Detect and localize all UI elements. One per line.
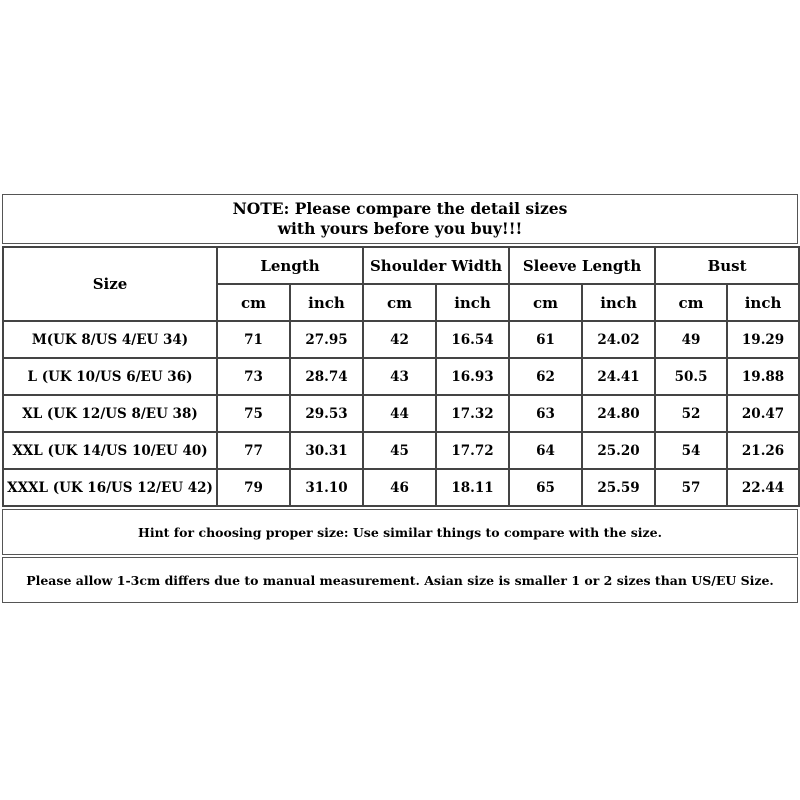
note-banner (2, 194, 798, 244)
value-cell: 73 (217, 358, 290, 395)
value-cell: 25.59 (582, 469, 655, 506)
note-line-2: with yours before you buy!!! (277, 219, 523, 238)
value-cell: 57 (655, 469, 727, 506)
unit-header: cm (509, 284, 582, 321)
unit-header: cm (655, 284, 727, 321)
value-cell: 16.93 (436, 358, 509, 395)
table-header-row (3, 247, 799, 284)
value-cell: 52 (655, 395, 727, 432)
value-cell: 24.02 (582, 321, 655, 358)
size-cell: XXXL (UK 16/US 12/EU 42) (3, 469, 217, 506)
size-cell: M(UK 8/US 4/EU 34) (3, 321, 217, 358)
value-cell: 29.53 (290, 395, 363, 432)
table-row (3, 432, 799, 469)
value-cell: 64 (509, 432, 582, 469)
value-cell: 79 (217, 469, 290, 506)
value-cell: 31.10 (290, 469, 363, 506)
table-row (3, 395, 799, 432)
group-header-shoulder-width: Shoulder Width (363, 247, 509, 284)
value-cell: 63 (509, 395, 582, 432)
value-cell: 17.72 (436, 432, 509, 469)
size-cell: XL (UK 12/US 8/EU 38) (3, 395, 217, 432)
size-cell: L (UK 10/US 6/EU 36) (3, 358, 217, 395)
group-header-length: Length (217, 247, 363, 284)
value-cell: 44 (363, 395, 436, 432)
value-cell: 22.44 (727, 469, 799, 506)
note-line-1: NOTE: Please compare the detail sizes (232, 199, 568, 218)
value-cell: 30.31 (290, 432, 363, 469)
value-cell: 62 (509, 358, 582, 395)
value-cell: 19.88 (727, 358, 799, 395)
value-cell: 77 (217, 432, 290, 469)
value-cell: 19.29 (727, 321, 799, 358)
table-row (3, 321, 799, 358)
group-header-bust: Bust (655, 247, 799, 284)
value-cell: 17.32 (436, 395, 509, 432)
value-cell: 75 (217, 395, 290, 432)
unit-header: inch (727, 284, 799, 321)
value-cell: 61 (509, 321, 582, 358)
value-cell: 24.80 (582, 395, 655, 432)
value-cell: 71 (217, 321, 290, 358)
group-header-sleeve-length: Sleeve Length (509, 247, 655, 284)
hint-banner: Hint for choosing proper size: Use similar things to compare with the size. (2, 509, 798, 555)
value-cell: 27.95 (290, 321, 363, 358)
value-cell: 18.11 (436, 469, 509, 506)
table-row (3, 358, 799, 395)
value-cell: 28.74 (290, 358, 363, 395)
value-cell: 21.26 (727, 432, 799, 469)
value-cell: 25.20 (582, 432, 655, 469)
value-cell: 49 (655, 321, 727, 358)
table-row (3, 469, 799, 506)
size-header: Size (3, 247, 217, 321)
size-cell: XXL (UK 14/US 10/EU 40) (3, 432, 217, 469)
value-cell: 43 (363, 358, 436, 395)
unit-header: inch (290, 284, 363, 321)
unit-header: cm (363, 284, 436, 321)
value-cell: 42 (363, 321, 436, 358)
measurement-note-banner: Please allow 1-3cm differs due to manual measurement. Asian size is smaller 1 or 2 sizes than US/EU Size. (2, 557, 798, 603)
value-cell: 54 (655, 432, 727, 469)
value-cell: 20.47 (727, 395, 799, 432)
unit-header: cm (217, 284, 290, 321)
value-cell: 46 (363, 469, 436, 506)
unit-header: inch (436, 284, 509, 321)
value-cell: 16.54 (436, 321, 509, 358)
value-cell: 50.5 (655, 358, 727, 395)
value-cell: 65 (509, 469, 582, 506)
value-cell: 24.41 (582, 358, 655, 395)
unit-header: inch (582, 284, 655, 321)
value-cell: 45 (363, 432, 436, 469)
size-table (2, 246, 800, 507)
size-chart (2, 194, 798, 603)
